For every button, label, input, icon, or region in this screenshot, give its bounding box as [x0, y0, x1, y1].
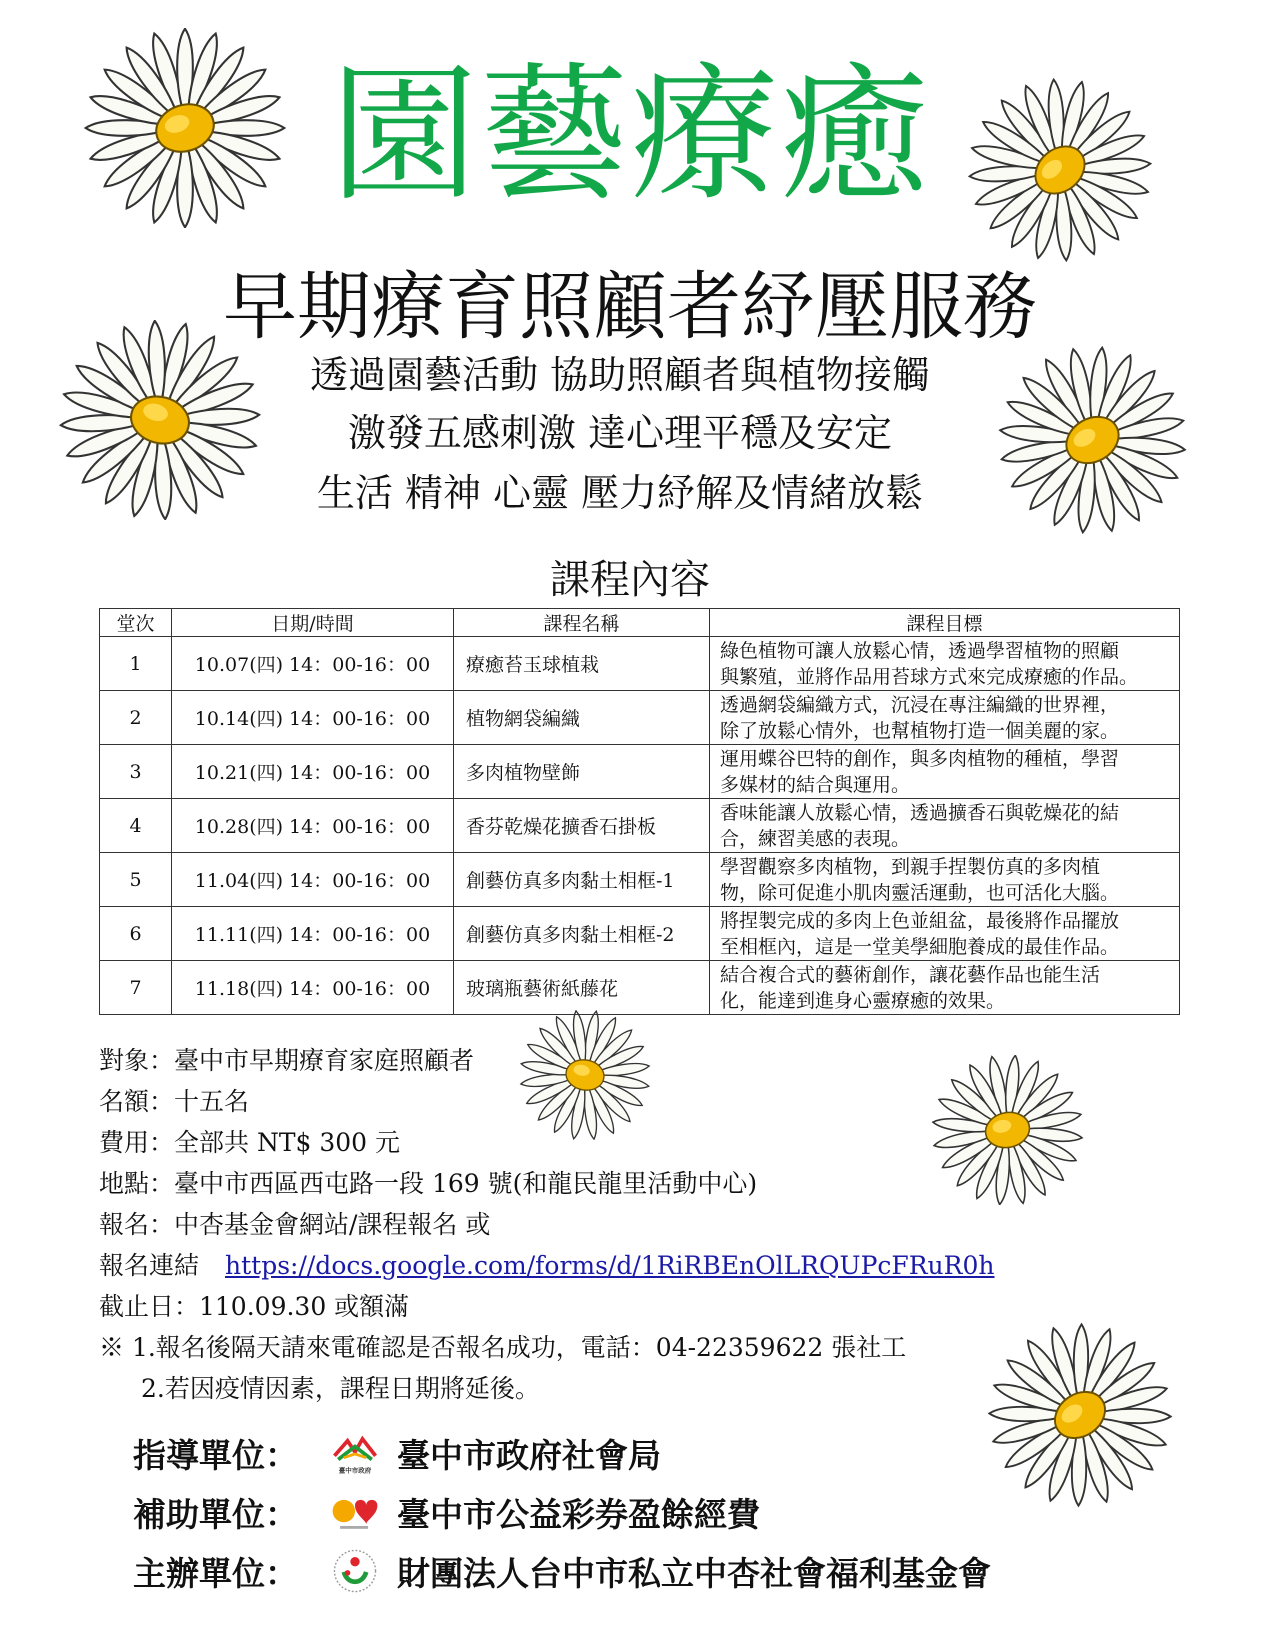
org-label: 指導單位：	[133, 1435, 298, 1475]
course-goal-line: 除了放鬆心情外，也幫植物打造一個美麗的家。	[720, 719, 1120, 742]
column-header: 日期/時間	[172, 609, 454, 637]
org-name: 財團法人台中市私立中杏社會福利基金會	[397, 1553, 991, 1593]
table-header-row	[100, 609, 1180, 637]
page-subtitle: 早期療育照顧者紓壓服務	[223, 264, 1037, 350]
course-goal-line: 透過網袋編織方式，沉浸在專注編織的世界裡，	[720, 693, 1120, 716]
info-quota: 名額：十五名	[99, 1087, 250, 1116]
course-name: 創藝仿真多肉黏土相框-2	[454, 907, 710, 961]
table-row	[100, 853, 1180, 907]
course-goal-line: 至相框內，這是一堂美學細胞養成的最佳作品。	[720, 935, 1120, 958]
table-row	[100, 691, 1180, 745]
course-goal	[710, 691, 1180, 745]
org-name: 臺中市政府社會局	[397, 1435, 661, 1475]
course-goal	[710, 853, 1180, 907]
course-table	[99, 608, 1180, 1015]
org-label: 主辦單位：	[133, 1553, 298, 1593]
session-number: 2	[100, 691, 172, 745]
session-number: 1	[100, 637, 172, 691]
session-date: 11.04(四) 14：00-16：00	[172, 853, 454, 907]
course-goal-line: 將捏製完成的多肉上色並組盆，最後將作品擺放	[720, 909, 1120, 932]
org-name: 臺中市公益彩券盈餘經費	[397, 1494, 760, 1534]
course-name: 多肉植物壁飾	[454, 745, 710, 799]
course-goal	[710, 799, 1180, 853]
column-header: 堂次	[100, 609, 172, 637]
course-goal-line: 香味能讓人放鬆心情，透過擴香石與乾燥花的結	[720, 801, 1120, 824]
course-goal-line: 化，能達到進身心靈療癒的效果。	[720, 989, 1006, 1012]
tagline-1: 透過園藝活動 協助照顧者與植物接觸	[309, 353, 931, 397]
tagline-2: 激發五感刺激 達心理平穩及安定	[347, 411, 893, 455]
table-row	[100, 799, 1180, 853]
course-heading: 課程內容	[550, 557, 710, 603]
signup-link-label: 報名連結	[99, 1251, 200, 1280]
table-row	[100, 961, 1180, 1015]
session-date: 11.18(四) 14：00-16：00	[172, 961, 454, 1015]
org-label: 補助單位：	[133, 1494, 298, 1534]
course-goal-line: 學習觀察多肉植物，到親手捏製仿真的多肉植	[720, 855, 1101, 878]
course-goal-line: 合，練習美感的表現。	[720, 827, 911, 850]
session-date: 10.07(四) 14：00-16：00	[172, 637, 454, 691]
info-fee: 費用：全部共 NT$ 300 元	[99, 1128, 401, 1157]
info-target: 對象：臺中市早期療育家庭照顧者	[99, 1046, 475, 1075]
org-organizer	[133, 1543, 1033, 1599]
course-name: 香芬乾燥花擴香石掛板	[454, 799, 710, 853]
info-location: 地點：臺中市西區西屯路一段 169 號(和龍民龍里活動中心)	[99, 1169, 758, 1198]
course-goal	[710, 961, 1180, 1015]
session-number: 3	[100, 745, 172, 799]
taichung-government-logo-icon	[327, 1429, 383, 1477]
session-date: 10.28(四) 14：00-16：00	[172, 799, 454, 853]
org-sponsor	[133, 1484, 1033, 1540]
course-goal-line: 物，除可促進小肌肉靈活運動，也可活化大腦。	[720, 881, 1120, 904]
session-number: 7	[100, 961, 172, 1015]
session-number: 5	[100, 853, 172, 907]
note-1: ※ 1.報名後隔天請來電確認是否報名成功，電話：04-22359622 張社工	[99, 1333, 907, 1362]
course-goal	[710, 637, 1180, 691]
event-info	[99, 1040, 999, 1409]
session-date: 10.14(四) 14：00-16：00	[172, 691, 454, 745]
course-name: 創藝仿真多肉黏土相框-1	[454, 853, 710, 907]
course-goal-line: 與繁殖，並將作品用苔球方式來完成療癒的作品。	[720, 665, 1139, 688]
course-goal-line: 多媒材的結合與運用。	[720, 773, 911, 796]
table-row	[100, 745, 1180, 799]
session-number: 4	[100, 799, 172, 853]
foundation-seal-logo-icon	[327, 1547, 383, 1595]
column-header: 課程目標	[710, 609, 1180, 637]
session-number: 6	[100, 907, 172, 961]
daisy-flower-icon	[70, 28, 300, 228]
session-date: 10.21(四) 14：00-16：00	[172, 745, 454, 799]
session-date: 11.11(四) 14：00-16：00	[172, 907, 454, 961]
public-welfare-lottery-logo-icon	[327, 1488, 383, 1536]
info-signup: 報名：中杏基金會網站/課程報名 或	[99, 1210, 491, 1239]
course-name: 植物網袋編織	[454, 691, 710, 745]
org-supervisor	[133, 1425, 1033, 1481]
tagline-3: 生活 精神 心靈 壓力紓解及情緒放鬆	[316, 471, 924, 515]
course-name: 療癒苔玉球植栽	[454, 637, 710, 691]
daisy-flower-icon	[955, 70, 1165, 270]
logo-text: 臺中市政府	[338, 1466, 372, 1475]
course-goal-line: 綠色植物可讓人放鬆心情，透過學習植物的照顧	[720, 639, 1120, 662]
info-deadline: 截止日：110.09.30 或額滿	[99, 1292, 410, 1321]
course-goal-line: 結合複合式的藝術創作，讓花藝作品也能生活	[720, 963, 1101, 986]
table-row	[100, 637, 1180, 691]
signup-link[interactable]: https://docs.google.com/forms/d/1RiRBEnOlLRQUPcFRuR0h	[225, 1251, 995, 1280]
course-goal	[710, 907, 1180, 961]
info-signup-link-row	[99, 1245, 999, 1286]
column-header: 課程名稱	[454, 609, 710, 637]
table-row	[100, 907, 1180, 961]
page-title: 園藝療癒	[330, 49, 930, 221]
note-2: 2.若因疫情因素，課程日期將延後。	[141, 1374, 540, 1403]
course-name: 玻璃瓶藝術紙藤花	[454, 961, 710, 1015]
daisy-flower-icon	[985, 340, 1200, 540]
course-goal	[710, 745, 1180, 799]
course-goal-line: 運用蝶谷巴特的創作，與多肉植物的種植，學習	[720, 747, 1120, 770]
